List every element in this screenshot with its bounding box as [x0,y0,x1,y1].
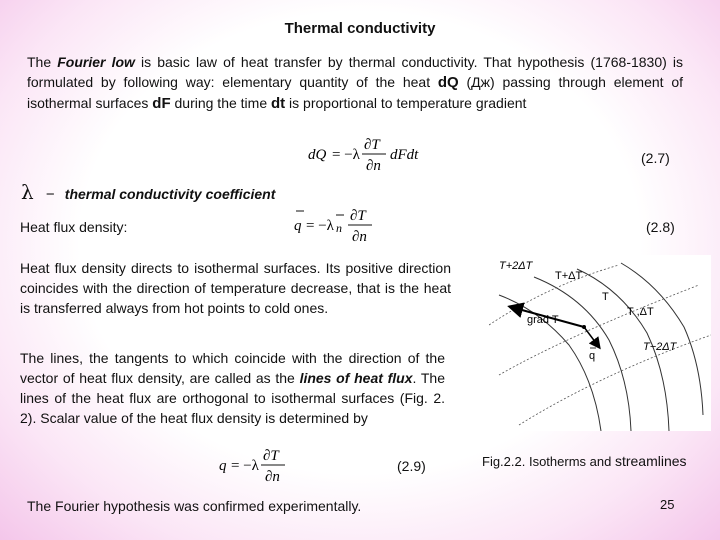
para1-text: during the time [170,95,271,111]
scalar-flux-equation [215,445,305,487]
heat-flux-equation [290,203,390,245]
q-symbol: q [294,218,302,234]
lambda-description: thermal conductivity coefficient [64,186,276,202]
q-arrow [584,327,599,347]
eq-operator: = −λ [306,218,334,234]
label-q: q [589,350,596,362]
para1-text: is proportional to temperature gradient [285,95,527,111]
label-t-plus-dt: T+ΔT [555,270,583,282]
dq-symbol: dQ [437,74,459,91]
fourier-law-term: Fourier low [57,54,135,70]
label-t-dt: T ,ΔT [627,306,654,318]
eq-operator: = −λ [231,458,259,474]
label-t-plus-2dt: T+2ΔT [499,260,533,272]
eq-numerator: ∂T [364,137,380,153]
eq-operator: = −λ [332,147,360,163]
page-number: 25 [660,497,675,512]
label-t-minus-2dt: T−2ΔT [643,341,677,353]
para1-text: is basic law of heat transfer by thermal conductivity. That hypothesis (1768-1830) is formulated by following way: elementary quantity of the heat [27,54,684,90]
heat-flux-label: Heat flux density: [20,219,128,235]
caption-text: Fig.2.2. Isotherms and [482,454,615,469]
equation-number-2-7: (2.7) [641,150,670,166]
label-t: T [602,291,609,303]
fourier-equation [300,134,440,174]
isotherm-line [621,263,703,415]
flux-lines-paragraph [20,348,445,428]
point-marker [582,325,586,329]
n0-symbol: n [336,221,342,235]
caption-streamlines: streamlines [614,453,687,469]
lambda-dash: − [45,186,55,203]
para4-text: . The lines of the heat flux are orthogonal to isothermal surfaces (Fig. 2. 2). Scalar value of the heat flux density is determined by [20,370,445,426]
eq-numerator: ∂T [263,448,279,464]
para4-text: The lines, the tangents to which coincide with the direction of the vector of heat flux density, are called as the [20,350,445,386]
equation-number-2-9: (2.9) [397,458,426,474]
eq-numerator: ∂T [350,208,366,224]
q-symbol: q [219,458,227,474]
lambda-definition [21,180,275,204]
df-symbol: dF [152,95,171,112]
closing-sentence: The Fourier hypothesis was confirmed experimentally. [27,498,362,514]
flux-direction-paragraph: Heat flux density directs to isothermal surfaces. Its positive direction coincides with the direction of temperature decrease, that is the heat is transferred always from hot points to cold ones. [20,260,451,316]
fourier-law-paragraph [27,52,683,114]
flux-lines-term: lines of heat flux [299,370,413,386]
dt-symbol: dt [271,95,286,112]
eq-denominator: ∂n [366,158,381,174]
label-grad-t: grad T [527,314,559,326]
eq-denominator: ∂n [352,229,367,245]
eq-rhs: dFdt [390,147,419,163]
equation-number-2-8: (2.8) [646,219,675,235]
streamline [519,335,711,425]
isotherm-line [534,277,631,431]
eq-lhs: dQ [308,147,327,163]
para1-text: (Дж) passing through element of isothermal surfaces [27,74,683,111]
para1-text: The [27,54,58,70]
eq-denominator: ∂n [265,469,280,485]
isotherms-figure [489,255,711,431]
lambda-symbol: λ [21,180,34,204]
streamline [499,285,699,375]
figure-caption [482,453,687,469]
page-title: Thermal conductivity [284,20,436,37]
